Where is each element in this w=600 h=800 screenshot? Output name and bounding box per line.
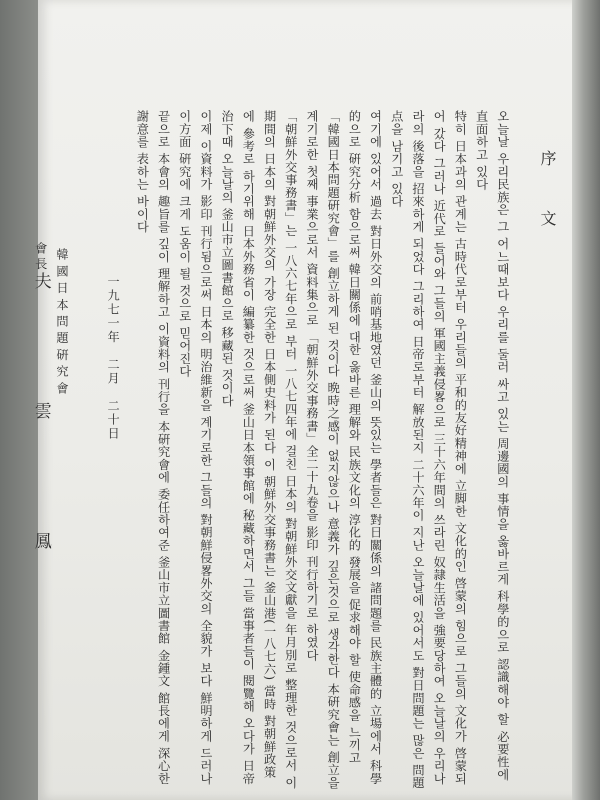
signature-organization: 韓國日本問題硏究會 <box>54 248 69 399</box>
page-edge-shadow <box>572 0 600 800</box>
paragraph: 여기에 있어서 過去 對日外交의 前哨基地였던 釜山의 뜻있는 學者들은 對日關係의 諸問題를 民族主體的 立場에서 科學的으로 硏究分析 함으로써 韓日關係에 대한 옳바른 理解와 民族文化의 淳化的 發展을 促求해야 할 使命感을 느끼고 「韓國日本問題硏究會」를 創立하게 된 것이다 晩時之感이 없지않으나 意義가 깊은것으로 생각한다 本硏究會는 創立을 계기로한 첫째 事業으로서 資料集으로 「朝鮮外交事務書」全二十九卷을 影印 刊行하기로 하였다 <box>304 110 383 789</box>
paragraph: 「朝鮮外交事務書」는 一八六七年으로 부터 一八七四年에 걸친 日本의 對朝鮮外交文獻을 年月別로 整理한 것으로서 이 期間의 日本의 對朝鮮外交의 가장 完全한 日本側史料가 된다 이 朝鮮外交事務書는 釜山港(一八七六) 當時 對朝鮮政策에 參考로 하기위해 日本外務省이 編纂한 것으로써 釜山日本領事館에 秘藏하면서 그들 當事者들이 閱覽해 오다가 日帝治下때 오늘날의 釜山市立圖書館으로 移藏된 것이다 <box>220 110 298 789</box>
signature-line <box>30 110 51 790</box>
signature-name: 夫 雲 鳳 <box>30 272 51 598</box>
preface-date: 一九七一年 二月 二十日 <box>106 275 121 441</box>
paragraph: 이제 이資料가 影印 刊行됨으로써 日本의 明治維新을 계기로한 그들의 對朝鮮侵畧外交의 全貌가 보다 鮮明하게 드러나 이方面 硏究에 크게 도움이 될 것으로 믿어진다 <box>177 110 213 785</box>
paragraph: 特히 日本과의 관계는 古時代로부터 우리들의 平和的友好精神에 立脚한 文化的인 啓蒙의 힘으로 그들의 文化가 啓蒙되어 갔다 그러나 近代로 들어와 그들의 軍國主義侵畧으로 三十六年間의 쓰라린 奴隷生活을 強要당하여 오늘날의 우리나라의 後落을 招來하게 되었다 그리하여 日帝로부터 解放된지 二十六年이 지난 오늘날에 있어서도 對日問題는 많은 問題点을 남기고 있다 <box>389 110 468 790</box>
signature-role: 會長 <box>33 242 48 273</box>
paragraph: 오늘날 우리民族은 그 어느때보다 우리를 둘러 싸고 있는 周邊國의 事情을 옳바르게 科學的으로 認識해야 할 必要性에 直面하고 있다 <box>474 110 510 781</box>
book-page <box>30 0 578 800</box>
preface-text <box>30 110 558 790</box>
preface-heading: 序 文 <box>538 150 557 240</box>
paragraph: 끝으로 本會의 趣旨를 깊이 理解하고 이資料의 刊行을 本硏究會에 委任하여준 釜山市立圖書館 金鍾文 館長에게 深心한 謝意를 表하는 바이다 <box>135 110 171 785</box>
